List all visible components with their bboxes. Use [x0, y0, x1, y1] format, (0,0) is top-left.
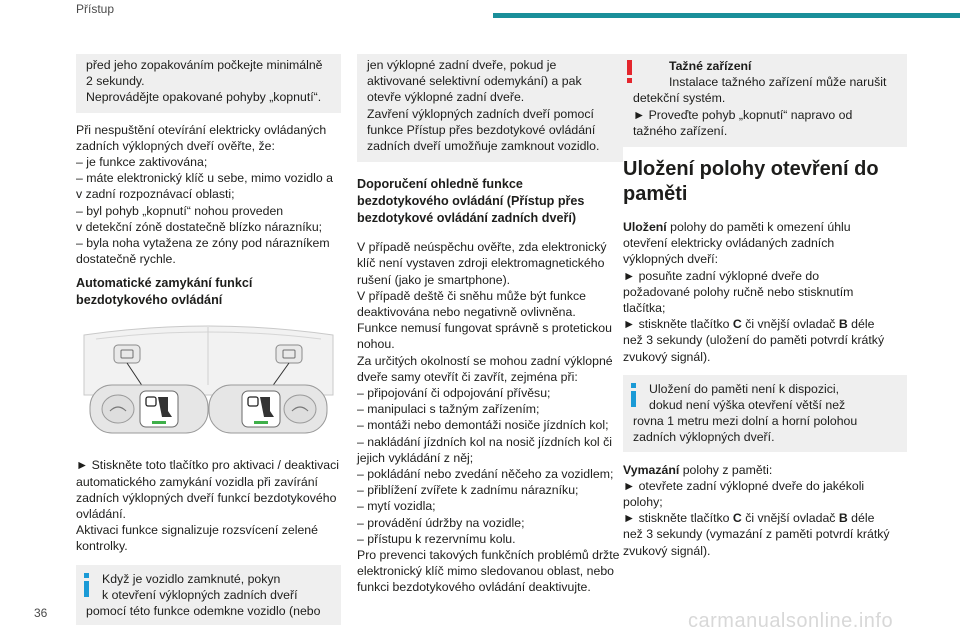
- text-line: – přístupu k rezervnímu kolu.: [357, 531, 516, 546]
- text-line: Uložení do paměti není k dispozici,: [649, 381, 840, 396]
- text-line: detekční systém.: [633, 91, 726, 106]
- text-line: – přiblížení zvířete k zadnímu nárazníku;: [357, 483, 579, 498]
- text-line: než 3 sekundy (vymazání z paměti potvrdí krátký: [623, 527, 890, 542]
- text-line: ovládání.: [76, 507, 126, 522]
- text-line: [623, 219, 907, 235]
- text-line: [623, 510, 907, 526]
- bold-term: Vymazání: [623, 462, 680, 477]
- text-run: ► stiskněte tlačítko: [623, 317, 733, 332]
- text-line: dveře samy otevřít či zavřít, zejména při:: [357, 369, 578, 384]
- button-label-c: C: [732, 511, 742, 526]
- text-line: ► otevřete zadní výklopné dveře do jakékoli: [623, 478, 865, 493]
- text-line: Doporučení ohledně funkce: [357, 177, 523, 192]
- text-line: jen výklopné zadní dveře, pokud je: [367, 58, 557, 72]
- recommendations-paragraph: [357, 239, 623, 595]
- text-line: Instalace tažného zařízení může narušit: [669, 75, 887, 90]
- text-line: – montáži nebo demontáži nosiče jízdních kol;: [357, 418, 609, 433]
- subheading-recommendations: [357, 176, 623, 227]
- text-line: tažného zařízení.: [633, 123, 728, 138]
- text-line: před jeho zopakováním počkejte minimálně: [86, 58, 323, 72]
- text-run: polohy do paměti k omezení úhlu: [666, 220, 851, 235]
- text-line: – připojování či odpojování přívěsu;: [357, 386, 551, 401]
- text-line: dokud není výška otevření větší než: [649, 398, 846, 413]
- text-run: polohy z paměti:: [679, 462, 773, 477]
- text-line: Při nespuštění otevírání elektricky ovládaných: [76, 122, 327, 137]
- text-line: ► posuňte zadní výklopné dveře do: [623, 268, 820, 283]
- column-3: [623, 54, 907, 559]
- text-line: funkce Přístup přes bezdotykové ovládání: [367, 122, 596, 137]
- warning-title: Tažné zařízení: [669, 59, 752, 73]
- text-line: výklopných dveří:: [623, 252, 719, 267]
- subheading-auto-lock: [76, 275, 341, 309]
- text-line: bezdotykové ovládání zadních dveří): [357, 211, 577, 226]
- text-line: elektronický klíč mimo sledovanou oblast, nebo: [357, 564, 614, 579]
- text-line: – máte elektronický klíč u sebe, mimo vozidlo a: [76, 171, 333, 186]
- text-line: dostatečně rychle.: [76, 252, 176, 267]
- text-line: Aktivaci funkce signalizuje rozsvícení zelené: [76, 523, 318, 538]
- info-icon: [84, 573, 89, 597]
- button-label-b: B: [838, 317, 848, 332]
- column-2: [357, 54, 623, 596]
- text-line: Automatické zamykání funkcí: [76, 276, 253, 291]
- info-box: [623, 375, 907, 452]
- text-line: zadních výklopných dveří ověřte, že:: [76, 138, 275, 153]
- text-line: – mytí vozidla;: [357, 499, 436, 514]
- text-line: otevření elektricky ovládaných zadních: [623, 236, 835, 251]
- text-line: zadních výklopných dveří.: [633, 430, 775, 445]
- text-run: či vnější ovladač: [741, 317, 839, 332]
- text-line: kontrolky.: [76, 539, 128, 554]
- text-line: než 3 sekundy (uložení do paměti potvrdí krátký: [623, 333, 885, 348]
- text-line: Za určitých okolností se mohou zadní výklopné: [357, 353, 613, 368]
- text-line: Neprovádějte opakované pohyby „kopnutí“.: [86, 90, 322, 105]
- text-line: tlačítka;: [623, 301, 666, 316]
- text-line: – byl pohyb „kopnutí“ nohou proveden: [76, 203, 284, 218]
- text-line: klíč není vystaven zdroji elektromagnetického: [357, 256, 605, 271]
- delete-position-paragraph: [623, 462, 907, 559]
- text-line: zadních výklopných dveří funkcí bezdotykového: [76, 490, 337, 505]
- troubleshoot-paragraph: [76, 122, 341, 268]
- text-line: Když je vozidlo zamknuté, pokyn: [102, 571, 281, 586]
- text-line: Funkce nemusí fungovat správně s protetickou: [357, 321, 612, 336]
- tailgate-buttons-illustration: [76, 325, 341, 437]
- text-line: – pokládání nebo zvedání něčeho za vozidlem;: [357, 467, 614, 482]
- header-title: Přístup: [76, 2, 115, 16]
- text-line: jejich vykládání z něj;: [357, 450, 474, 465]
- header-accent-bar: [493, 13, 960, 18]
- text-line: v zadní rozpoznávací oblasti;: [76, 187, 235, 202]
- info-box: [76, 565, 341, 626]
- text-line: V případě deště či sněhu může být funkce: [357, 288, 586, 303]
- text-line: ► Proveďte pohyb „kopnutí“ napravo od: [633, 107, 853, 122]
- text-run: déle: [847, 511, 875, 526]
- text-line: – je funkce zaktivována;: [76, 155, 208, 170]
- text-line: rušení (jako je smartphone).: [357, 272, 511, 287]
- text-line: v detekční zóně dostatečně blízko nárazníku;: [76, 219, 323, 234]
- section-title: [623, 157, 907, 207]
- text-line: – provádění údržby na vozidle;: [357, 515, 525, 530]
- text-line: funkci bezdotykového ovládání deaktivujte.: [357, 580, 591, 595]
- text-line: V případě neúspěchu ověřte, zda elektronický: [357, 240, 607, 255]
- text-line: deaktivována nebo negativně ovlivněna.: [357, 305, 576, 320]
- text-line: [623, 316, 907, 332]
- text-line: [623, 462, 907, 478]
- text-line: automatického zamykání vozidla při zavírání: [76, 474, 318, 489]
- continuation-box: [76, 54, 341, 113]
- info-icon: [631, 383, 636, 407]
- text-line: Pro prevenci takových funkčních problémů držte: [357, 548, 620, 563]
- text-run: či vnější ovladač: [741, 511, 839, 526]
- text-line: paměti: [623, 183, 688, 206]
- text-line: k otevření výklopných zadních dveří: [102, 587, 298, 602]
- text-line: požadované polohy ručně nebo stisknutím: [623, 284, 854, 299]
- save-position-paragraph: [623, 219, 907, 365]
- text-line: – manipulaci s tažným zařízením;: [357, 402, 540, 417]
- warning-box: [623, 54, 907, 147]
- text-line: Zavření výklopných zadních dveří pomocí: [367, 106, 594, 121]
- text-line: zvukový signál).: [623, 543, 711, 558]
- text-run: déle: [847, 317, 875, 332]
- continuation-info-box: [357, 54, 623, 162]
- text-line: aktivované selektivní odemykání) a pak: [367, 74, 582, 89]
- bold-term: Uložení: [623, 220, 667, 235]
- text-line: – byla noha vytažena ze zóny pod nárazníkem: [76, 236, 330, 251]
- text-line: – nakládání jízdních kol na nosič jízdních kol či: [357, 434, 612, 449]
- text-line: otevře výklopné zadní dveře.: [367, 90, 525, 105]
- text-line: Uložení polohy otevření do: [623, 158, 879, 181]
- text-line: zadních dveří umožňuje zamknout vozidlo.: [367, 139, 600, 154]
- page-number: 36: [34, 606, 48, 620]
- text-line: nohou.: [357, 337, 395, 352]
- warning-icon: [627, 60, 633, 84]
- text-line: zvukový signál).: [623, 349, 711, 364]
- text-line: pomocí této funkce odemkne vozidlo (nebo: [86, 604, 321, 619]
- text-run: ► stiskněte tlačítko: [623, 511, 733, 526]
- text-line: bezdotykového ovládání: [76, 293, 223, 308]
- button-label-b: B: [838, 511, 848, 526]
- button-label-c: C: [732, 317, 742, 332]
- column-1: [76, 54, 341, 625]
- text-line: rovna 1 metru mezi dolní a horní polohou: [633, 414, 858, 429]
- text-line: polohy;: [623, 495, 663, 510]
- watermark: carmanualsonline.info: [688, 610, 894, 632]
- text-line: bezdotykového ovládání (Přístup přes: [357, 194, 585, 209]
- text-line: 2 sekundy.: [86, 74, 145, 89]
- auto-lock-paragraph: [76, 457, 341, 554]
- text-line: ► Stiskněte toto tlačítko pro aktivaci / deaktivaci: [76, 458, 340, 473]
